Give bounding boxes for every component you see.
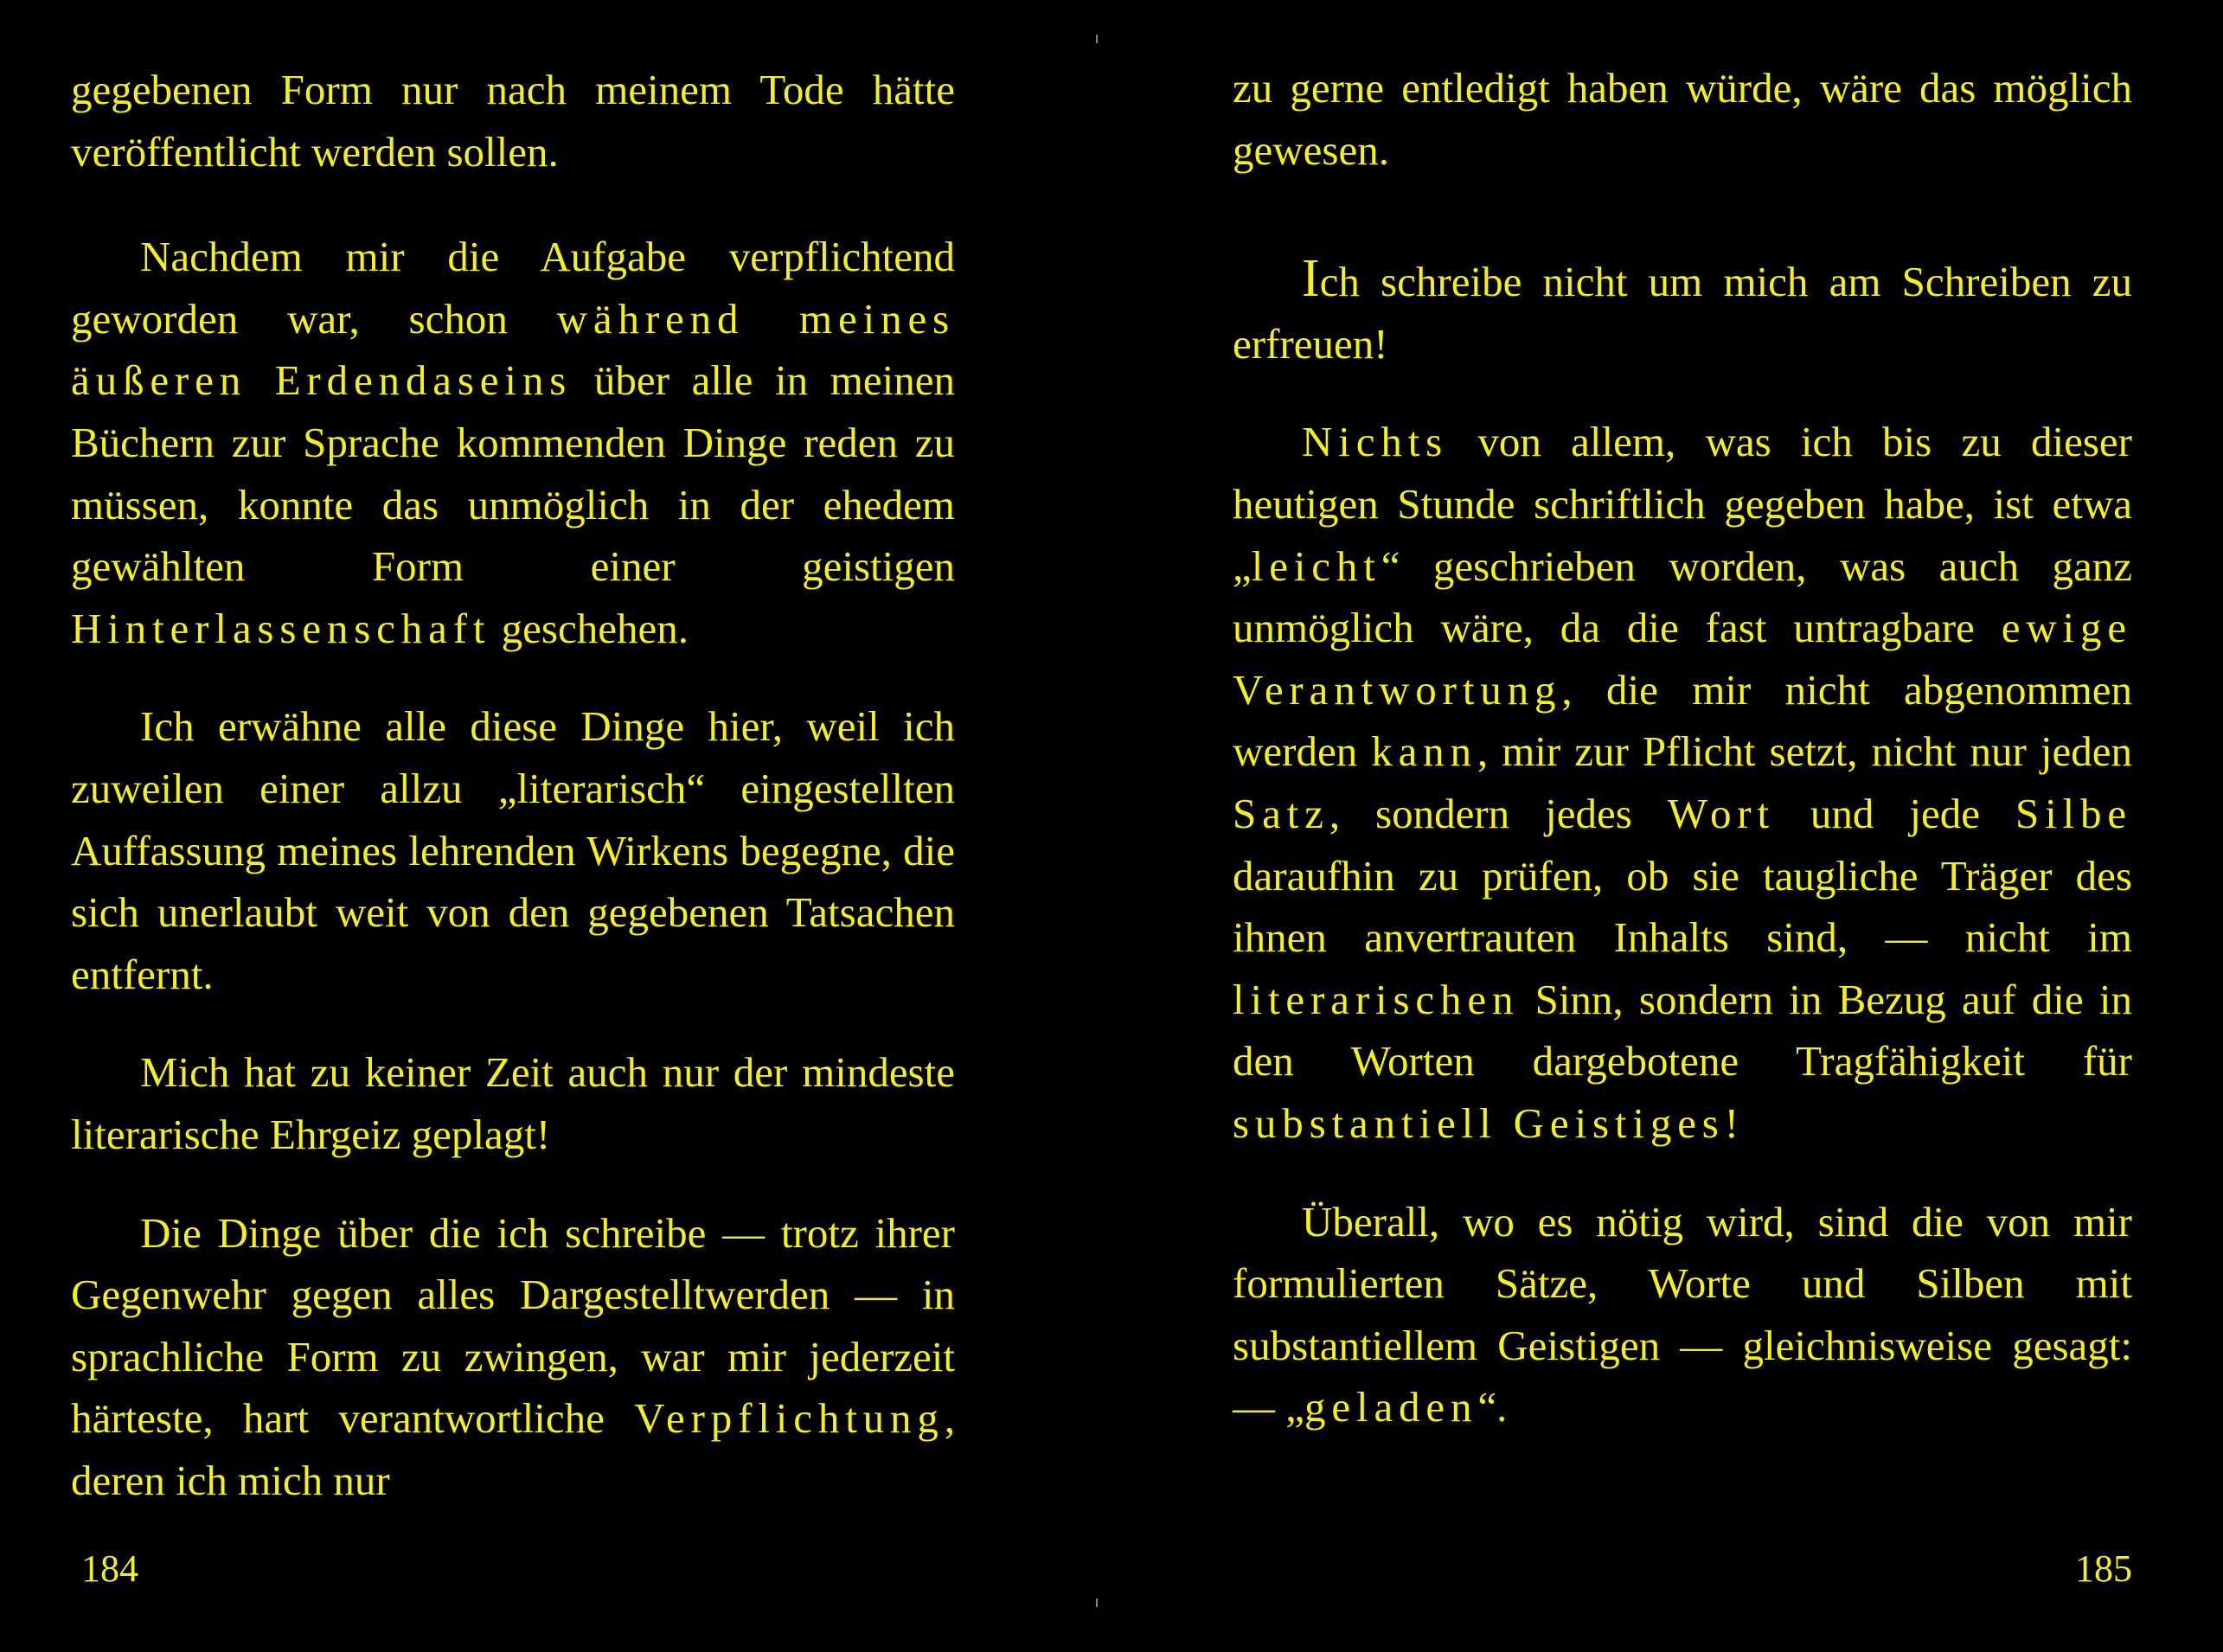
emphasized-text: Wort xyxy=(1667,789,1775,837)
emphasized-text: ewige Verantwortung xyxy=(1233,604,2132,714)
gutter-mark xyxy=(1096,1598,1098,1607)
text-run: , sondern jedes xyxy=(1329,789,1668,837)
paragraph xyxy=(1233,248,2132,375)
paragraph xyxy=(71,1202,955,1512)
text-run: von allem, was ich bis zu dieser heutigen Stunde schriftlich gegeben habe, ist etwa „ xyxy=(1233,418,2132,590)
emphasized-text: Verpflichtung xyxy=(634,1394,945,1443)
emphasized-text: während meines äußeren Erdendaseins xyxy=(71,294,955,405)
text-run: ! xyxy=(1724,1098,1739,1147)
text-run: Ich erwähne alle diese Dinge hier, weil ich zuweilen einer allzu „literarisch“ eingestellten Auffassung meines lehrenden Wirkens begegne, die sich unerlaubt weit von den gegebenen Tatsachen entfernt. xyxy=(71,702,955,998)
text-run: Die Dinge über die ich schreibe — trotz ihrer Gegenwehr gegen alles Dargestelltwerden — in sprachliche Form zu zwingen, war mir jederzeit härteste, hart verantwortliche xyxy=(71,1208,955,1443)
text-run: Nachdem mir die Aufgabe verpflichtend geworden war, schon xyxy=(71,233,955,343)
text-run: und jede xyxy=(1774,789,2015,837)
right-page xyxy=(1233,0,2132,1652)
paragraph xyxy=(71,695,955,1005)
paragraph xyxy=(1233,1191,2132,1438)
paragraph xyxy=(71,59,955,182)
paragraph xyxy=(1233,57,2132,181)
text-run: gegebenen Form nur nach meinem Tode hätte veröffentlicht werden sollen. xyxy=(71,66,955,176)
emphasized-text: kann xyxy=(1371,727,1477,776)
paragraph xyxy=(1233,411,2132,1154)
text-run: Überall, wo es nötig wird, sind die von mir formulierten Sätze, Worte und Silben mit substantiellem Geistigen — gleichnisweise gesagt: — „ xyxy=(1233,1197,2132,1431)
text-run: “. xyxy=(1477,1383,1508,1431)
text-run: Sinn, sondern in Bezug auf die in den Worten dargebotene Tragfähigkeit für xyxy=(1233,975,2132,1085)
text-run: , die mir nicht abgenommen werden xyxy=(1233,665,2132,776)
emphasized-text: geladen xyxy=(1304,1383,1478,1431)
initial-letter: I xyxy=(1302,249,1320,309)
left-page-text xyxy=(71,59,955,1511)
emphasized-text: Satz xyxy=(1233,789,1329,837)
gutter-mark xyxy=(1096,35,1098,43)
emphasized-text: Hinterlassenschaft xyxy=(71,604,491,652)
right-page-text xyxy=(1233,57,2132,1438)
left-page xyxy=(71,0,955,1652)
text-run: “ geschrieben worden, was auch ganz unmöglich wäre, da die fast untragbare xyxy=(1233,541,2132,652)
emphasized-text: leicht xyxy=(1251,541,1381,590)
text-run: über alle in meinen Büchern zur Sprache kommenden Dinge reden zu müssen, konnte das unmöglich in der ehedem gewählten Form einer geistigen xyxy=(71,356,955,591)
emphasized-text: literarischen xyxy=(1233,975,1520,1023)
page-number: 185 xyxy=(2075,1547,2132,1590)
text-run: daraufhin zu prüfen, ob sie taugliche Träger des ihnen anvertrauten Inhalts sind, — nicht im xyxy=(1233,851,2132,962)
text-run: ch schreibe nicht um mich am Schreiben zu erfreuen! xyxy=(1233,258,2132,368)
text-run: , deren ich mich nur xyxy=(71,1394,955,1504)
paragraph xyxy=(71,226,955,659)
emphasized-text: Silbe xyxy=(2015,789,2132,837)
paragraph xyxy=(71,1041,955,1165)
text-run: , mir zur Pflicht setzt, nicht nur jeden xyxy=(1477,727,2132,776)
text-run: Mich hat zu keiner Zeit auch nur der mindeste literarische Ehrgeiz geplagt! xyxy=(71,1048,955,1158)
emphasized-text: substantiell Geistiges xyxy=(1233,1098,1725,1147)
text-run: zu gerne entledigt haben würde, wäre das möglich gewesen. xyxy=(1233,64,2132,174)
text-run: geschehen. xyxy=(490,604,689,652)
page-number: 184 xyxy=(81,1547,138,1590)
emphasized-text: Nichts xyxy=(1302,418,1449,466)
